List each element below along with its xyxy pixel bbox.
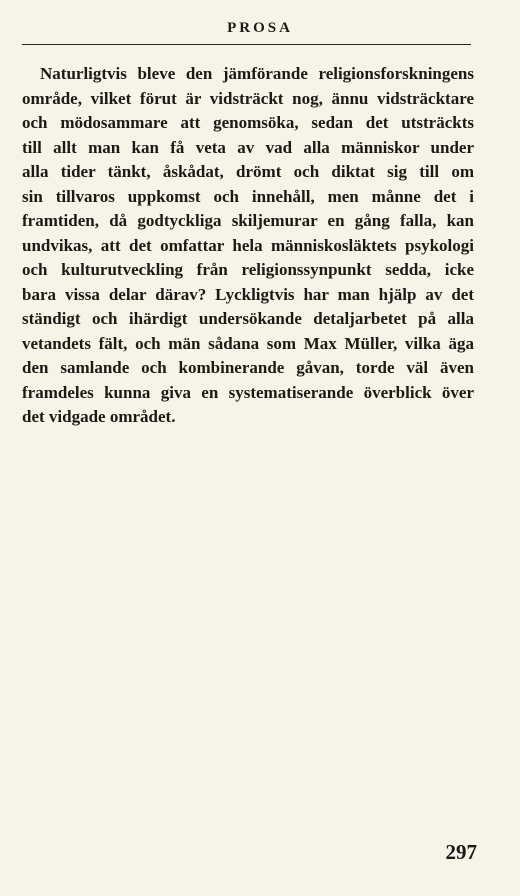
text-line: vetandets fält, och män sådana som Max Müller, vilka äga	[22, 333, 474, 353]
text-line: sin tillvaros uppkomst och innehåll, men månne det i	[22, 186, 474, 206]
text-line: till allt man kan få veta av vad alla människor under	[22, 137, 474, 157]
text-line: den samlande och kombinerande gåvan, torde väl även	[22, 358, 474, 377]
text-line: ständigt och ihärdigt undersökande detaljarbetet på alla	[22, 309, 474, 328]
text-line: framtiden, då godtyckliga skiljemurar en gång falla, kan	[22, 211, 474, 230]
body-paragraph	[22, 62, 474, 430]
text-line: det vidgade området.	[22, 407, 176, 426]
page-number: 297	[445, 840, 477, 864]
running-head: PROSA	[227, 20, 293, 36]
text-line: framdeles kunna giva en systematiserande överblick över	[22, 382, 474, 402]
text-line: område, vilket förut är vidsträckt nog, ännu vidsträcktare	[22, 88, 474, 108]
header-rule	[22, 44, 471, 45]
text-line: Naturligtvis bleve den jämförande religionsforskningens	[40, 64, 474, 83]
text-line: bara vissa delar därav? Lyckligtvis har man hjälp av det	[22, 284, 474, 304]
text-line: och kulturutveckling från religionssynpunkt sedda, icke	[22, 260, 474, 279]
text-line: undvikas, att det omfattar hela människosläktets psykologi	[22, 235, 474, 255]
text-line: alla tider tänkt, åskådat, drömt och diktat sig till om	[22, 162, 474, 181]
text-line: och mödosammare att genomsöka, sedan det utsträckts	[22, 113, 474, 132]
